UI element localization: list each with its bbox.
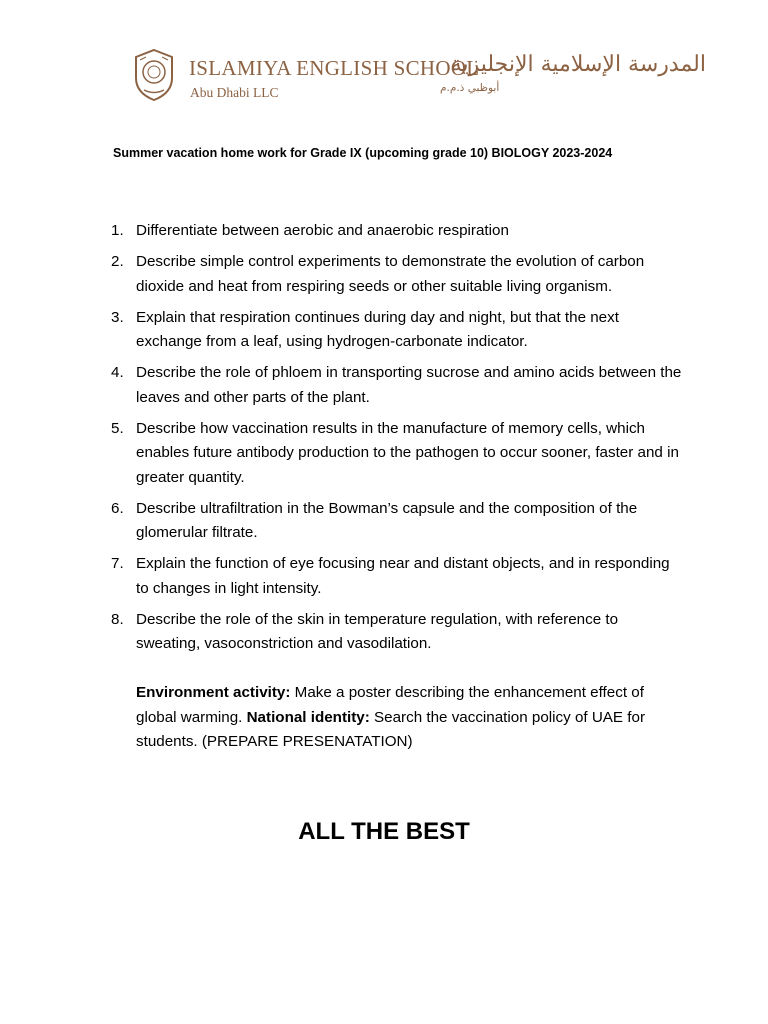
question-text: Describe how vaccination results in the manufacture of memory cells, which enables future antibody production to the pathogen to occur sooner, faster and in greater quantity. <box>136 419 679 486</box>
question-number: 1. <box>111 222 124 239</box>
question-item <box>111 306 686 355</box>
question-number: 5. <box>111 419 124 437</box>
question-item <box>111 552 686 601</box>
question-list <box>111 219 686 663</box>
question-number: 7. <box>111 555 124 572</box>
question-text: Describe ultrafiltration in the Bowman’s capsule and the composition of the glomerular filtrate. <box>136 499 638 541</box>
school-header <box>132 46 707 108</box>
school-location: Abu Dhabi LLC <box>190 85 279 100</box>
question-item <box>111 361 686 410</box>
question-number: 8. <box>111 610 124 628</box>
national-identity-label: National identity: <box>246 708 370 726</box>
environment-activity-label: Environment activity: <box>136 684 291 701</box>
question-text: Differentiate between aerobic and anaerobic respiration <box>136 222 509 239</box>
question-number: 6. <box>111 499 124 517</box>
question-item <box>111 417 686 491</box>
national-identity-text: Search the vaccination policy of UAE for students. (PREPARE PRESENATATION) <box>136 708 645 750</box>
closing-message: ALL THE BEST <box>298 818 470 845</box>
question-item <box>111 608 686 657</box>
arabic-location: أبوظبي ذ.م.م <box>440 82 500 94</box>
question-text: Explain that respiration continues during day and night, but that the next exchange from a leaf, using hydrogen-carbonate indicator. <box>136 308 619 350</box>
environment-activity-text: Make a poster describing the enhancement effect of global warming. <box>136 684 644 726</box>
question-number: 2. <box>111 253 124 270</box>
question-number: 3. <box>111 308 124 326</box>
homework-title: Summer vacation home work for Grade IX (upcoming grade 10) BIOLOGY 2023-2024 <box>113 146 613 160</box>
arabic-school-name: المدرسة الإسلامية الإنجليزية <box>450 52 706 77</box>
school-name: ISLAMIYA ENGLISH SCHOOL <box>189 56 480 80</box>
question-item <box>111 250 686 299</box>
question-item <box>111 219 686 244</box>
question-text: Explain the function of eye focusing near and distant objects, and in responding to changes in light intensity. <box>136 555 670 597</box>
question-text: Describe the role of the skin in temperature regulation, with reference to sweating, vasoconstriction and vasodilation. <box>136 610 619 652</box>
activity-paragraph <box>136 681 688 755</box>
question-number: 4. <box>111 364 124 381</box>
question-text: Describe simple control experiments to demonstrate the evolution of carbon dioxide and heat from respiring seeds or other suitable living organism. <box>136 253 645 295</box>
question-text: Describe the role of phloem in transporting sucrose and amino acids between the leaves and other parts of the plant. <box>136 364 682 406</box>
school-crest-logo <box>132 48 176 102</box>
question-item <box>111 497 686 546</box>
